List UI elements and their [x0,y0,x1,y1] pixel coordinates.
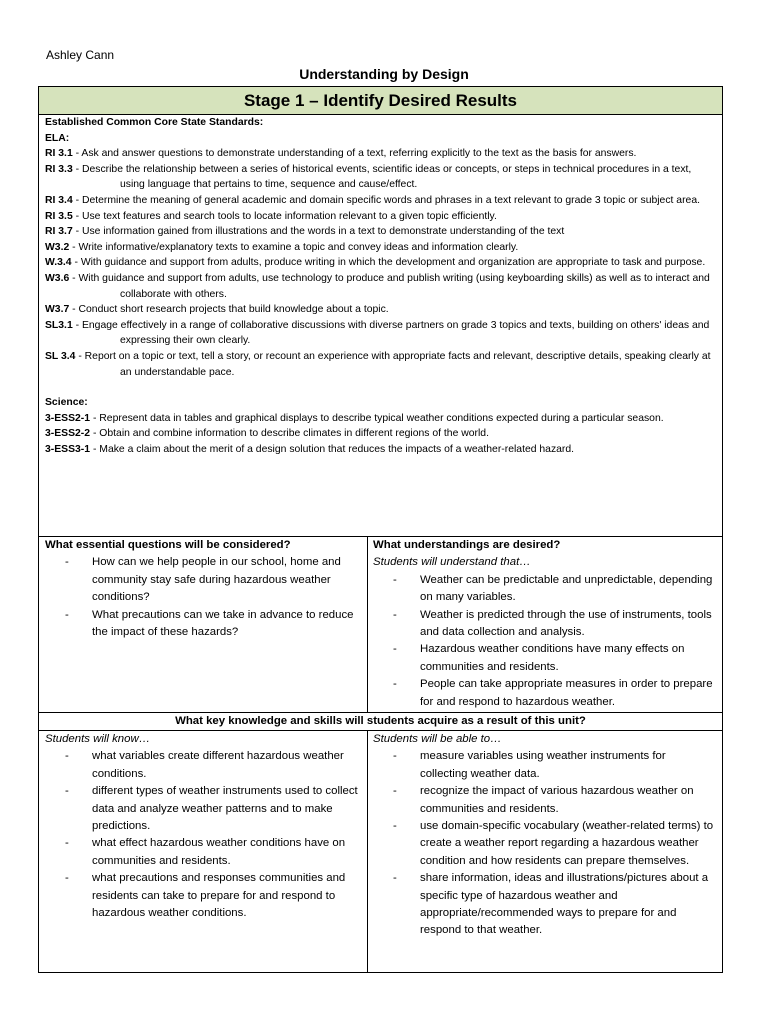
understandings-intro: Students will understand that… [373,556,531,569]
students-know-list [45,748,363,922]
standard-item [45,302,715,318]
standard-item [45,193,715,209]
standard-item [45,146,715,162]
bullet-dash: - [393,785,397,798]
standard-text: - With guidance and support from adults, produce writing in which the development and organization are appropriate to task and purpose. [74,257,706,269]
list-item-text: How can we help people in our school, home and community stay safe during hazardous weather conditions? [92,556,341,604]
standard-code: W3.2 [45,241,70,253]
standard-text: - Engage effectively in a range of collaborative discussions with diverse partners on grade 3 topics and texts, building on others' ideas and expressing their own clearly. [75,319,710,347]
standard-item [45,255,715,271]
understandings-cell [373,537,715,711]
standards-heading: Established Common Core State Standards: [45,117,264,128]
standard-text: - Describe the relationship between a series of historical events, scientific ideas or concepts, or steps in technical procedures in a text, using language that pertains to time, sequence and cause/effect. [75,163,692,191]
standard-item [45,349,715,380]
bullet-dash: - [393,872,397,885]
standard-code: 3-ESS2-1 [45,412,91,424]
bullet-dash: - [65,556,69,569]
list-item-text: use domain-specific vocabulary (weather-related terms) to create a weather report regarding a hazardous weather condition and how residents can prepare themselves. [420,820,714,867]
bullet-dash: - [65,750,69,763]
list-item [45,748,363,783]
list-item [373,818,715,870]
bullet-dash: - [65,837,69,850]
standard-text: - Report on a topic or text, tell a story, or recount an experience with appropriate facts and relevant, descriptive details, speaking clearly at an understandable pace. [78,350,711,378]
standard-code: RI 3.7 [45,226,73,238]
column-divider [367,730,368,972]
bullet-dash: - [65,608,69,621]
standard-code: W.3.4 [45,257,72,269]
list-item [45,607,363,642]
essential-questions-cell [45,537,363,641]
standard-code: RI 3.5 [45,210,73,222]
standard-text: - Write informative/explanatory texts to examine a topic and convey ideas and information clearly. [72,241,519,253]
ela-label: ELA: [45,132,70,144]
list-item [45,783,363,835]
bullet-dash: - [393,678,397,691]
knowledge-skills-heading: What key knowledge and skills will students acquire as a result of this unit? [175,715,586,727]
students-able-intro: Students will be able to… [373,733,502,745]
students-know-cell [45,731,363,922]
essential-questions-heading: What essential questions will be considered? [45,539,291,551]
list-item-text: Hazardous weather conditions have many effects on communities and residents. [420,643,685,673]
ubd-table [38,86,723,973]
science-standards-list [45,411,715,458]
list-item-text: what variables create different hazardous weather conditions. [92,750,344,780]
students-able-cell [373,731,715,940]
list-item [373,607,715,642]
author-name: Ashley Cann [46,48,115,62]
standards-section [45,115,715,457]
bullet-dash: - [393,820,397,833]
list-item-text: what precautions and responses communities and residents can take to prepare for and respond to hazardous weather conditions. [92,872,346,920]
standard-text: - Use text features and search tools to locate information relevant to a given topic efficiently. [75,210,497,222]
bullet-dash: - [393,643,397,656]
list-item-text: share information, ideas and illustrations/pictures about a specific type of hazardous weather and appropriate/recommended ways to prepare for and respond to that weather. [420,872,709,937]
list-item [373,641,715,676]
standard-item [45,411,715,427]
standard-code: RI 3.4 [45,194,73,206]
standard-code: RI 3.3 [45,163,73,175]
science-label: Science: [45,397,88,409]
understandings-heading: What understandings are desired? [373,539,561,551]
standard-code: SL3.1 [45,319,73,331]
standard-text: - Conduct short research projects that build knowledge about a topic. [72,304,389,316]
bullet-dash: - [393,608,397,621]
standard-item [45,426,715,442]
list-item-text: People can take appropriate measures in order to prepare for and respond to hazardous weather. [420,678,713,708]
standard-text: - Use information gained from illustrations and the words in a text to demonstrate understanding of the text [75,226,565,238]
ela-standards-list [45,146,715,380]
list-item [373,783,715,818]
standard-code: W3.6 [45,272,70,284]
standard-code: RI 3.1 [45,148,73,160]
standard-text: - Determine the meaning of general academic and domain specific words and phrases in a text relevant to grade 3 topic or subject area. [75,194,700,206]
standard-code: SL 3.4 [45,350,76,362]
standard-text: - Make a claim about the merit of a design solution that reduces the impacts of a weather-related hazard. [92,443,575,455]
document-title: Understanding by Design [299,66,469,82]
standard-text: - Represent data in tables and graphical displays to describe typical weather conditions expected during a particular season. [92,412,664,424]
list-item-text: What precautions can we take in advance to reduce the impact of these hazards? [92,608,354,639]
list-item [45,835,363,870]
standard-item [45,224,715,240]
standard-item [45,318,715,349]
list-item-text: different types of weather instruments used to collect data and analyze weather patterns and to make predictions. [92,785,358,833]
standard-item [45,442,715,458]
students-know-intro: Students will know… [45,733,151,745]
list-item-text: Weather can be predictable and unpredictable, depending on many variables. [420,573,713,604]
list-item-text: what effect hazardous weather conditions have on communities and residents. [92,837,346,867]
standard-text: - Obtain and combine information to describe climates in different regions of the world. [92,428,489,440]
standard-item [45,162,715,193]
standard-code: W3.7 [45,304,70,316]
list-item [45,870,363,922]
standard-item [45,271,715,302]
essential-questions-list [45,554,363,641]
understandings-list [373,572,715,711]
bullet-dash: - [393,573,397,586]
list-item [373,676,715,711]
standard-item [45,240,715,256]
standard-text: - Ask and answer questions to demonstrate understanding of a text, referring explicitly to the text as the basis for answers. [75,148,637,160]
bullet-dash: - [65,872,69,885]
list-item [373,748,715,783]
students-able-list [373,748,715,939]
list-item [373,572,715,607]
column-divider [367,536,368,712]
standard-code: 3-ESS3-1 [45,443,91,455]
bullet-dash: - [393,750,397,763]
bullet-dash: - [65,785,69,798]
standard-item [45,209,715,225]
list-item-text: measure variables using weather instruments for collecting weather data. [420,750,666,780]
list-item [45,554,363,606]
standard-text: - With guidance and support from adults, use technology to produce and publish writing (using keyboarding skills) as well as to interact and collaborate with others. [72,272,710,300]
list-item-text: Weather is predicted through the use of instruments, tools and data collection and analysis. [420,608,712,639]
list-item [373,870,715,940]
list-item-text: recognize the impact of various hazardous weather on communities and residents. [420,785,694,815]
stage-header: Stage 1 – Identify Desired Results [39,87,722,115]
standard-code: 3-ESS2-2 [45,428,91,440]
